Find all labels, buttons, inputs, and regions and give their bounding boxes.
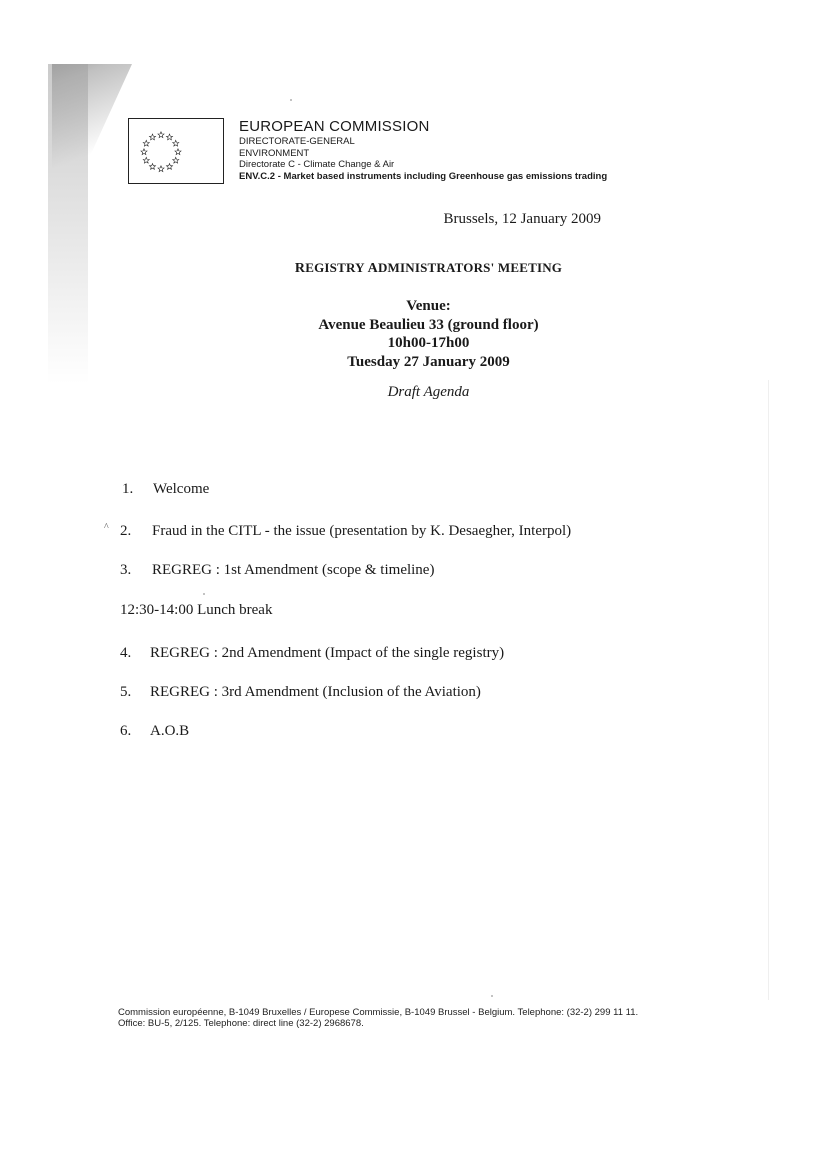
- agenda-item-text: Welcome: [153, 481, 210, 497]
- letterhead: [239, 118, 607, 182]
- footer-line-1: Commission européenne, B-1049 Bruxelles / Europese Commissie, B-1049 Brussel - Belgium. Telephone: (32-2) 299 11 11.: [118, 1007, 639, 1018]
- dg-line-1: DIRECTORATE-GENERAL: [239, 136, 355, 147]
- scan-speck: [203, 593, 205, 595]
- title-cap-2: A: [367, 261, 378, 276]
- agenda-item-number: 2.: [120, 523, 132, 539]
- organization-name: EUROPEAN COMMISSION: [239, 118, 430, 135]
- draft-agenda-label: Draft Agenda: [387, 384, 470, 400]
- agenda-item-text: A.O.B: [150, 723, 190, 739]
- title-rest-2: DMINISTRATORS' MEETING: [377, 260, 563, 275]
- eu-star-icon: [149, 134, 155, 140]
- venue-label: Venue:: [406, 298, 451, 314]
- agenda-item-number: 3.: [120, 562, 132, 578]
- agenda-item-number: 6.: [120, 723, 132, 739]
- venue-time: 10h00-17h00: [387, 335, 470, 351]
- title-cap-1: R: [294, 261, 306, 276]
- eu-star-icon: [175, 149, 181, 155]
- meeting-title: [0, 260, 827, 277]
- venue-address: Avenue Beaulieu 33 (ground floor): [318, 316, 539, 333]
- unit-line: ENV.C.2 - Market based instruments including Greenhouse gas emissions trading: [239, 170, 608, 182]
- eu-star-icon: [143, 157, 149, 163]
- dg-line-2: ENVIRONMENT: [239, 147, 310, 159]
- title-rest-1: EGISTRY: [305, 260, 368, 275]
- footer-line-2: Office: BU-5, 2/125. Telephone: direct line (32-2) 2968678.: [118, 1018, 364, 1029]
- scan-fold-line: [768, 380, 769, 1000]
- eu-star-icon: [158, 166, 164, 172]
- document-date: Brussels, 12 January 2009: [443, 211, 601, 227]
- eu-star-icon: [166, 134, 172, 140]
- venue-block: [0, 297, 827, 371]
- agenda-item-number: 4.: [120, 645, 132, 661]
- agenda-item-text: REGREG : 2nd Amendment (Impact of the single registry): [150, 645, 505, 661]
- directorate-line: Directorate C - Climate Change & Air: [239, 159, 395, 170]
- eu-star-icon: [166, 164, 172, 170]
- agenda-item-number: 5.: [120, 684, 132, 700]
- eu-star-icon: [173, 157, 179, 163]
- eu-star-icon: [149, 164, 155, 170]
- eu-star-icon: [173, 140, 179, 146]
- agenda-item-text: Fraud in the CITL - the issue (presentation by K. Desaegher, Interpol): [152, 523, 572, 539]
- scan-speck: [290, 99, 292, 101]
- eu-flag-logo: [128, 118, 224, 184]
- agenda-break-text: 12:30-14:00 Lunch break: [120, 602, 273, 618]
- agenda-item-number: 1.: [122, 481, 134, 497]
- eu-star-icon: [158, 132, 164, 138]
- scan-speck: [491, 995, 493, 997]
- eu-stars-icon: [129, 119, 223, 183]
- agenda-item-text: REGREG : 1st Amendment (scope & timeline): [152, 562, 435, 578]
- venue-day: Tuesday 27 January 2009: [347, 353, 510, 370]
- eu-star-icon: [143, 140, 149, 146]
- agenda-item-text: REGREG : 3rd Amendment (Inclusion of the Aviation): [150, 684, 481, 700]
- eu-star-icon: [141, 149, 147, 155]
- footer: [118, 1007, 638, 1029]
- caret-mark: ^: [104, 522, 109, 533]
